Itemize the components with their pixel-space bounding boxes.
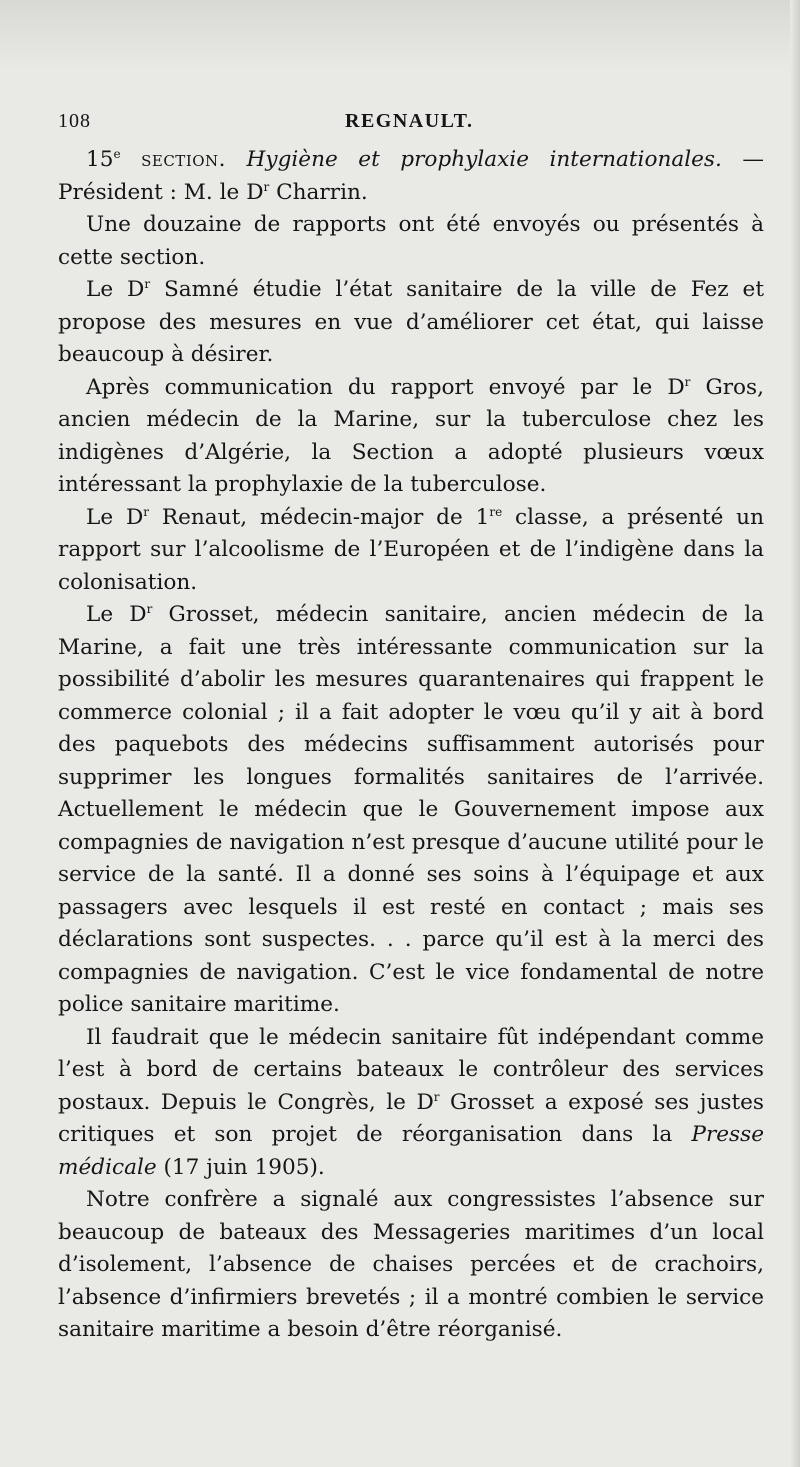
paragraph-text: Gros, ancien médecin de la Marine, sur la tuberculose chez les indigènes d’Algérie, la Section a adopté plusieurs vœux intéressant la prophylaxie de la tuberculose. [58, 374, 764, 497]
journal-title: Presse médicale [58, 1122, 764, 1180]
running-title: REGNAULT. [345, 110, 474, 132]
section-number: 15 [86, 147, 114, 172]
paragraph-text: Le D [86, 277, 145, 302]
paragraph-text: Grosset a exposé ses justes critiques et son projet de réorganisation dans la [58, 1089, 764, 1147]
superscript: r [144, 276, 151, 291]
section-label: section. [141, 147, 227, 172]
book-page [58, 104, 764, 1347]
paragraph-reports: Une douzaine de rapports ont été envoyés ou présentés à cette section. [58, 212, 764, 270]
paragraph-text: Grosset, médecin sanitaire, ancien médecin de la Marine, a fait une très intéressante communication sur la possibilité d’abolir les mesures quarantenaires qui frappent le commerce colonial ; il a fait adopter le vœu qu’il y ait à bord des paquebots des médecins suffisamment autorisés pour supprimer les longues formalités sanitaires de l’arrivée. Actuellement le médecin que le Gouvernement impose aux compagnies de navigation n’est presque d’aucune utilité pour le service de la santé. Il a donné ses soins à l’équipage et aux passagers avec lesquels il est resté en contact ; mais ses déclarations sont suspectes. . . parce qu’il est à la merci des compagnies de navigation. C’est le vice fondamental de notre police sanitaire maritime. [58, 602, 765, 1017]
paragraph-messageries: Notre confrère a signalé aux congressistes l’absence sur beaucoup de bateaux des Messageries maritimes d’un local d’isolement, l’absence de chaises percées et de crachoirs, l’absence d’infirmiers brevetés ; il a montré combien le service sanitaire maritime a besoin d’être réorganisé. [58, 1187, 764, 1342]
superscript: r [146, 601, 153, 616]
section-number-superscript: e [113, 146, 121, 161]
superscript: r [684, 374, 691, 389]
paragraph-text: (17 juin 1905). [156, 1154, 325, 1180]
section-heading [58, 144, 764, 209]
paragraph-grosset [58, 599, 764, 1022]
paragraph-text: Renaut, médecin-major de 1 [149, 504, 490, 530]
paragraph-text: Il faudrait que le médecin sanitaire fût indépendant comme l’est à bord de certains bateaux le contrôleur des services postaux. Depuis le Congrès, le D [58, 1024, 764, 1115]
paragraph-independent-doctor [58, 1022, 764, 1185]
paragraph-text: classe, a présenté un rapport sur l’alcoolisme de l’Européen et de l’indigène dans la colonisation. [58, 504, 764, 595]
paragraph-text: Samné étudie l’état sanitaire de la ville de Fez et propose des mesures en vue d’améliorer cet état, qui laisse beaucoup à désirer. [58, 277, 765, 367]
section-title: Hygiène et prophylaxie internationales. [246, 147, 722, 172]
body-text [58, 144, 764, 1347]
superscript: r [143, 504, 150, 519]
scan-shade-top [0, 0, 800, 70]
paragraph-samne [58, 274, 764, 372]
page-header [58, 104, 764, 144]
president-prefix: — Président : M. le D [58, 147, 764, 205]
scan-page-edge [790, 0, 800, 1467]
paragraph-gros [58, 372, 764, 502]
superscript: re [489, 504, 503, 519]
president-title-superscript: r [263, 179, 270, 194]
paragraph-text: Après communication du rapport envoyé par le D [86, 374, 685, 400]
paragraph-text: Le D [86, 504, 144, 530]
president-name: Charrin. [269, 179, 368, 205]
paragraph-text: Le D [86, 602, 147, 627]
page-number: 108 [58, 110, 91, 132]
paragraph-renaut [58, 502, 764, 600]
superscript: r [433, 1089, 440, 1104]
